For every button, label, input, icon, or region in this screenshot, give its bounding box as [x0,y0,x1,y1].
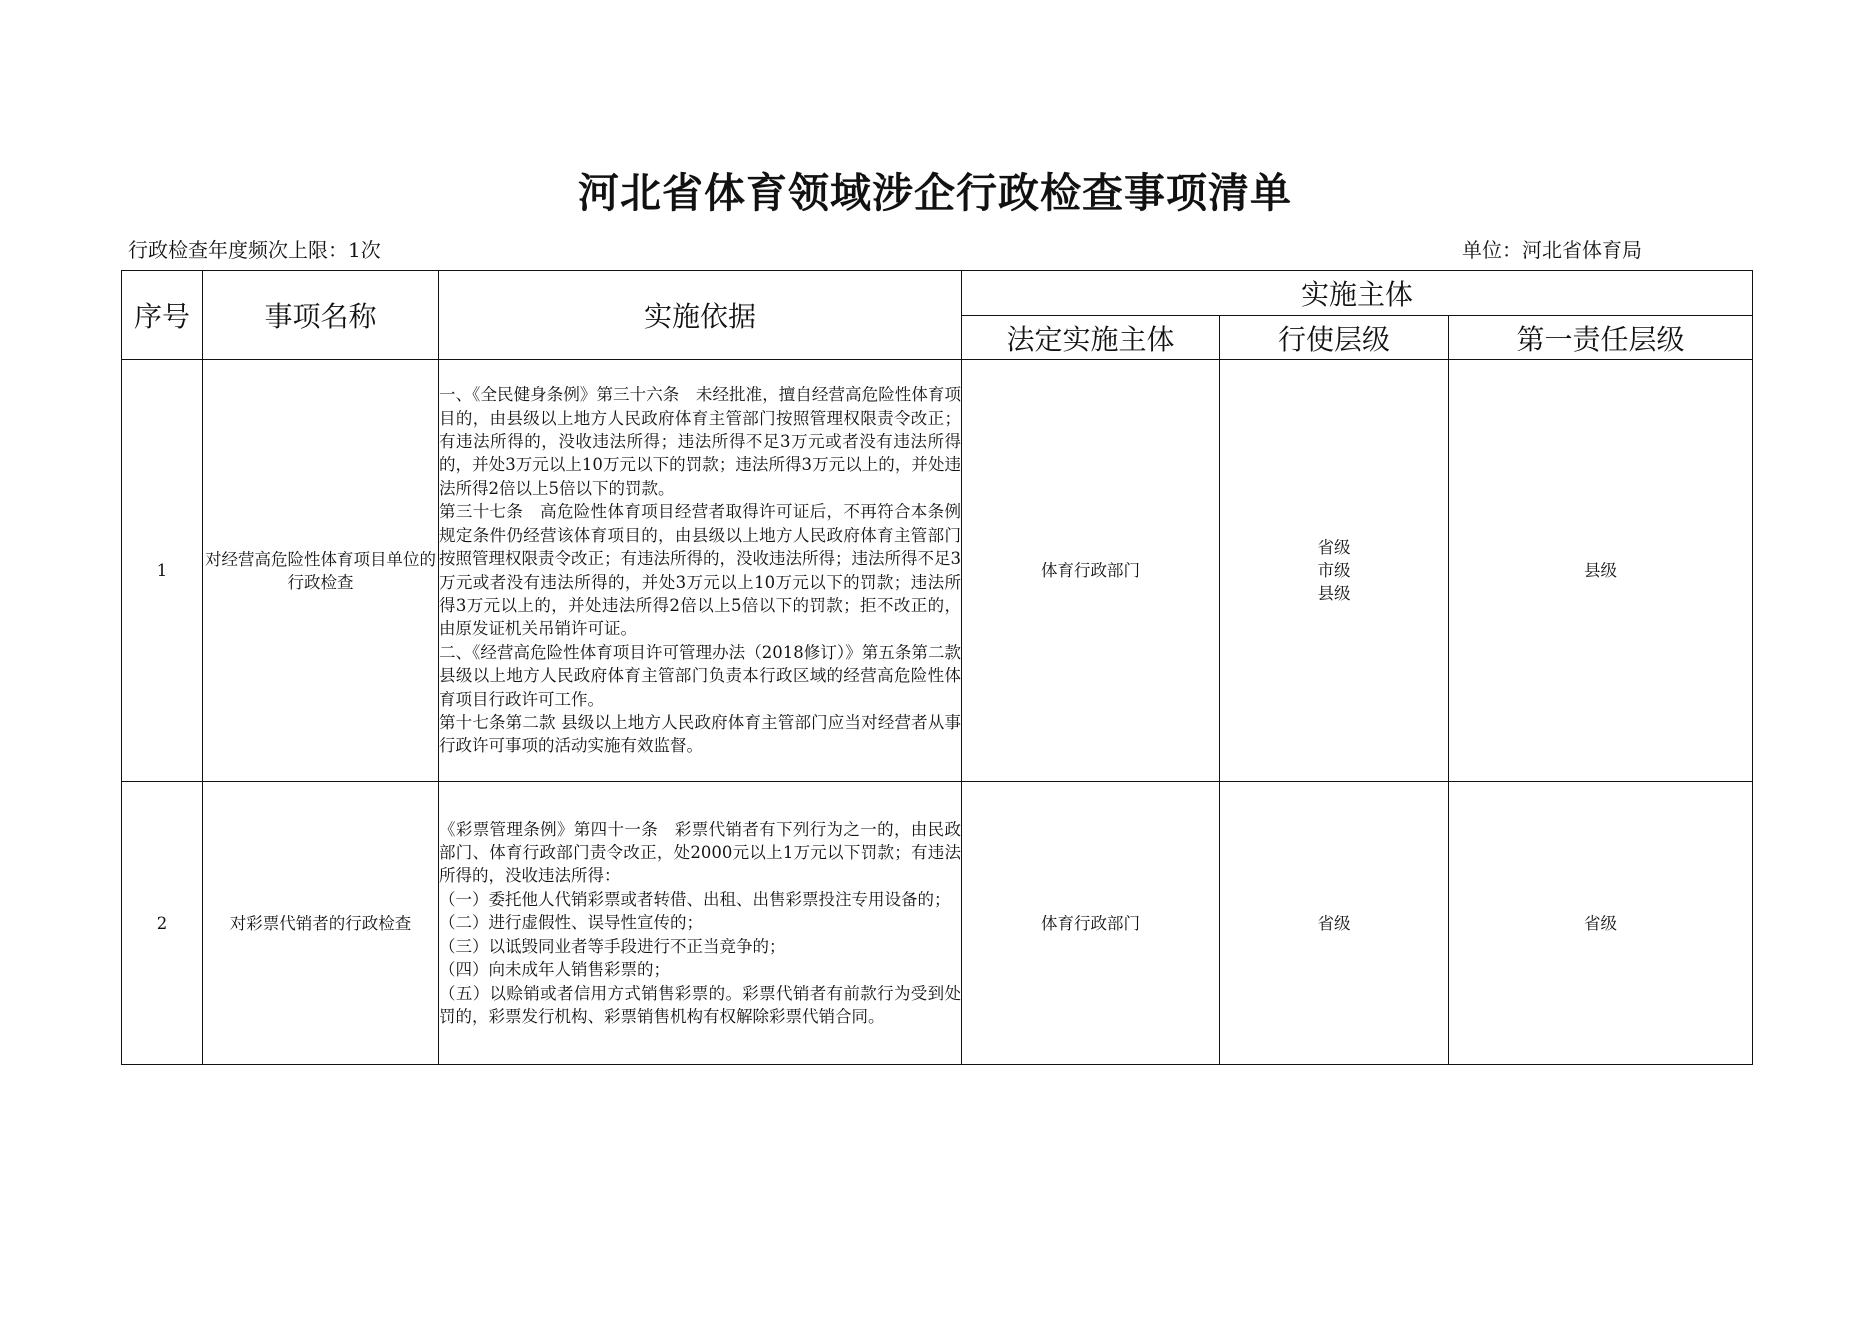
basis-paragraph: （二）进行虚假性、误导性宣传的； [439,913,703,933]
table-row [122,782,1753,1065]
frequency-note: 行政检查年度频次上限：1次 [128,238,381,262]
row-legal-basis [439,360,978,782]
level-item: 省级 [1317,538,1351,557]
row-first-responsibility-level: 县级 [1449,360,1753,782]
level-item: 省级 [1317,913,1351,933]
row-exercise-level [1220,782,1449,1065]
row-item-name: 对经营高危险性体育项目单位的行政检查 [203,360,439,782]
header-exercise-level: 行使层级 [1220,316,1449,360]
document-title: 河北省体育领域涉企行政检查事项清单 [578,169,1292,217]
level-item: 县级 [1317,584,1351,603]
row-exercise-level [1220,360,1449,782]
basis-paragraph: （四）向未成年人销售彩票的； [439,960,670,980]
basis-paragraph: 第三十七条 高危险性体育项目经营者取得许可证后，不再符合本条例规定条件仍经营该体育项目的，由县级以上地方人民政府体育主管部门按照管理权限责令改正；有违法所得的，没收违法所得；违法所得不足3万元或者没有违法所得的，并处3万元以上10万元以下的罚款；违法所得3万元以上的，并处违法所得2倍以上5倍以下的罚款；拒不改正的，由原发证机关吊销许可证。 [439,502,961,639]
row-legal-subject: 体育行政部门 [962,360,1220,782]
row-item-name: 对彩票代销者的行政检查 [203,782,439,1065]
row-legal-basis [439,782,962,1065]
basis-paragraph: 《彩票管理条例》第四十一条 彩票代销者有下列行为之一的，由民政部门、体育行政部门责令改正，处2000元以上1万元以下罚款；有违法所得的，没收违法所得： [439,819,961,886]
header-first-responsibility-level: 第一责任层级 [1449,316,1753,360]
header-legal-basis: 实施依据 [439,271,962,360]
inspection-items-table [121,270,1753,1065]
basis-paragraph: 第十七条第二款 县级以上地方人民政府体育主管部门应当对经营者从事行政许可事项的活动实施有效监督。 [439,712,961,756]
basis-paragraph: 一、《全民健身条例》第三十六条 未经批准，擅自经营高危险性体育项目的，由县级以上地方人民政府体育主管部门按照管理权限责令改正；有违法所得的，没收违法所得；违法所得不足3万元或者没有违法所得的，并处3万元以上10万元以下的罚款；违法所得3万元以上的，并处违法所得2倍以上5倍以下的罚款。 [439,385,961,498]
basis-paragraph: （五）以赊销或者信用方式销售彩票的。彩票代销者有前款行为受到处罚的，彩票发行机构、彩票销售机构有权解除彩票代销合同。 [439,983,961,1026]
basis-paragraph: （一）委托他人代销彩票或者转借、出租、出售彩票投注专用设备的； [439,889,951,909]
level-item: 市级 [1317,561,1351,580]
header-implementing-subject: 实施主体 [962,271,1753,316]
basis-paragraph: 二、《经营高危险性体育项目许可管理办法（2018修订）》第五条第二款 县级以上地方人民政府体育主管部门负责本行政区域的经营高危险性体育项目行政许可工作。 [439,642,978,709]
header-item-name: 事项名称 [203,271,439,360]
table-row [122,360,1753,782]
unit-label: 单位：河北省体育局 [1462,238,1642,262]
row-seq: 1 [122,360,203,782]
row-seq: 2 [122,782,203,1065]
row-legal-subject: 体育行政部门 [962,782,1220,1065]
header-legal-subject: 法定实施主体 [962,316,1220,360]
row-first-responsibility-level: 省级 [1449,782,1753,1065]
basis-paragraph: （三）以诋毁同业者等手段进行不正当竞争的； [439,936,786,956]
header-seq: 序号 [122,271,203,360]
